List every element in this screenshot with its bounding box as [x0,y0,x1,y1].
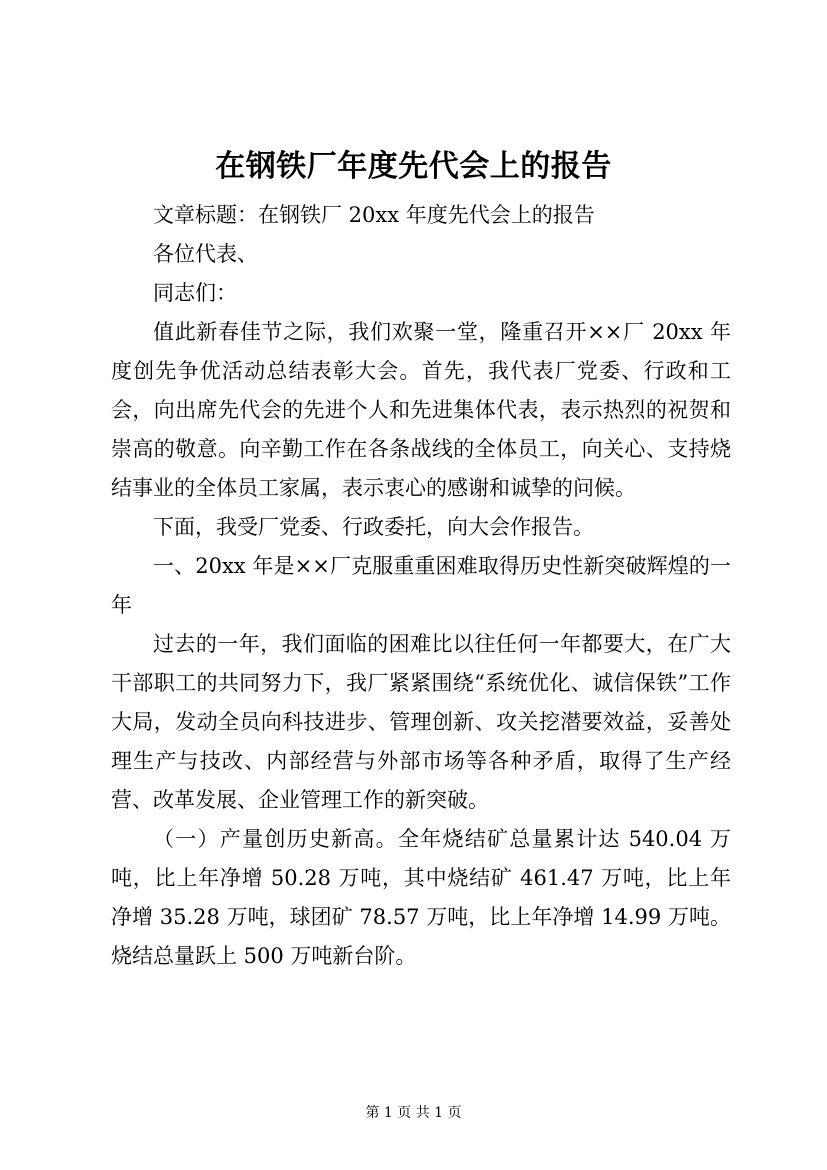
document-body [111,196,731,976]
document-title: 在钢铁厂年度先代会上的报告 [215,149,612,184]
section-heading-one: 一、20xx 年是××厂克服重重困难取得历史性新突破辉煌的一年 [111,554,731,617]
paragraph-output-record: （一）产量创历史新高。全年烧结矿总量累计达 540.04 万吨，比上年净增 50.28 万吨，其中烧结矿 461.47 万吨，比上年净增 35.28 万吨，球团矿 78.57 万吨，比上年净增 14.99 万吨。烧结总量跃上 500 万吨新台阶。 [111,827,731,968]
paragraph-opening: 值此新春佳节之际，我们欢聚一堂，隆重召开××厂 20xx 年度创先争优活动总结表彰大会。首先，我代表厂党委、行政和工会，向出席先代会的先进个人和先进集体代表，表示热烈的祝贺和崇高的敬意。向辛勤工作在各条战线的全体员工，向关心、支持烧结事业的全体员工家属，表示衷心的感谢和诚挚的问候。 [111,320,731,500]
salutation-comrades: 同志们： [153,281,237,305]
article-title-line: 文章标题：在钢铁厂 20xx 年度先代会上的报告 [153,203,595,227]
page-footer: 第 1 页 共 1 页 [365,1105,462,1121]
paragraph-past-year: 过去的一年，我们面临的困难比以往任何一年都要大，在广大干部职工的共同努力下，我厂紧紧围绕“系统优化、诚信保铁”工作大局，发动全员向科技进步、管理创新、攻关挖潜要效益，妥善处理生产与技改、内部经营与外部市场等各种矛盾，取得了生产经营、改革发展、企业管理工作的新突破。 [111,632,731,812]
salutation-delegates: 各位代表、 [153,242,258,266]
paragraph-report-intro: 下面，我受厂党委、行政委托，向大会作报告。 [153,515,594,539]
